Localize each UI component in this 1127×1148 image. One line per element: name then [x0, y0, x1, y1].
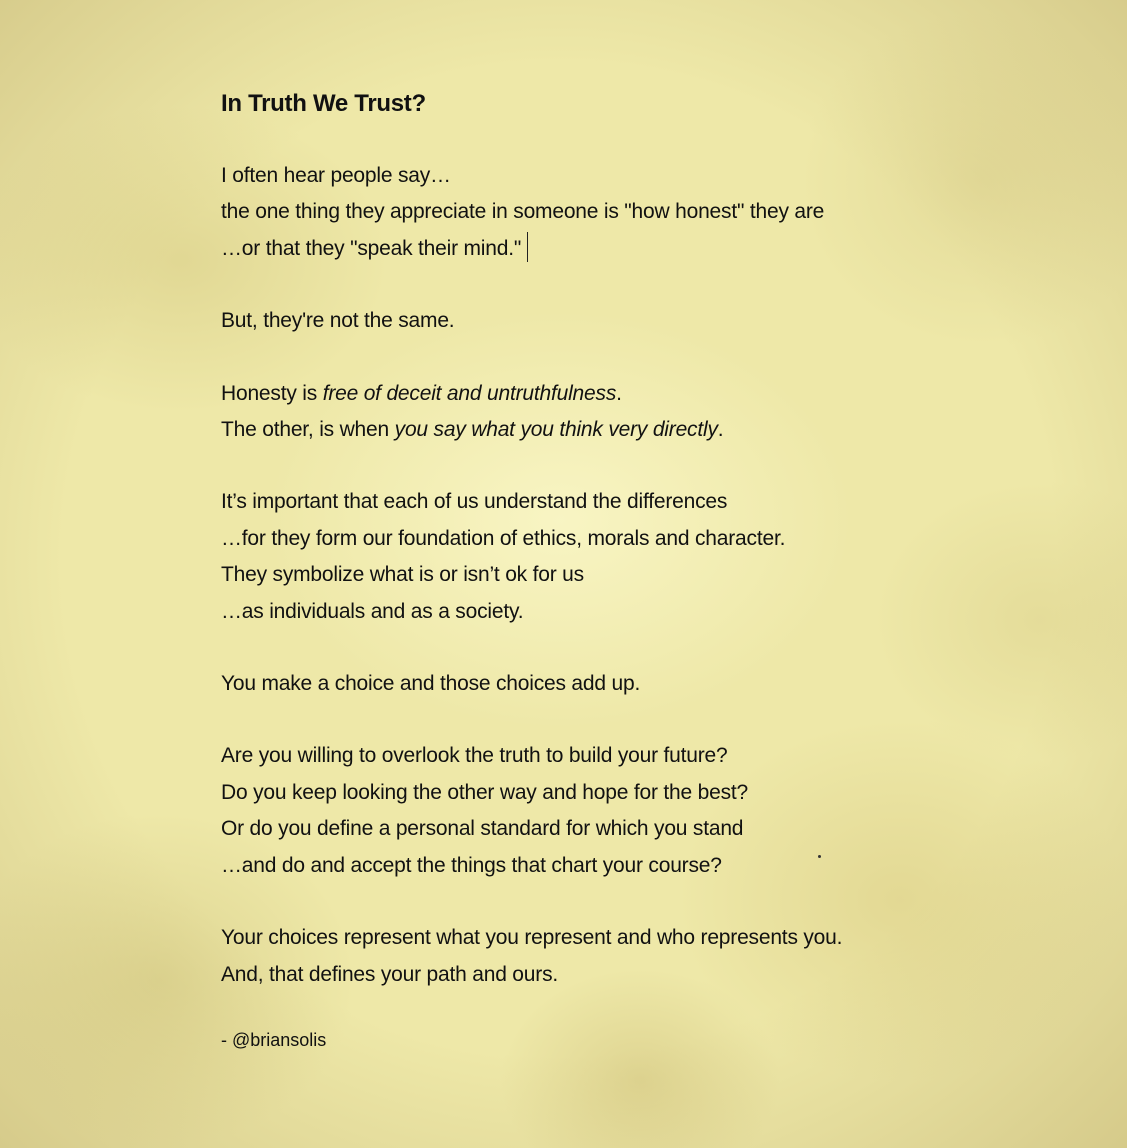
poem-content: [221, 86, 1081, 1055]
poem-line: But, they're not the same.: [221, 309, 455, 333]
poem-line: It’s important that each of us understand the differences: [221, 490, 728, 514]
line-punctuation: .: [616, 381, 622, 405]
poem-title: In Truth We Trust?: [221, 90, 426, 117]
poem-line: And, that defines your path and ours.: [221, 962, 558, 986]
stanza-6: [221, 738, 1081, 884]
poem-line: Do you keep looking the other way and hope for the best?: [221, 780, 748, 804]
paper-speck: [818, 855, 821, 858]
poem-line: …for they form our foundation of ethics, morals and character.: [221, 526, 786, 550]
stanza-3: [221, 376, 1081, 449]
stanza-7: [221, 920, 1081, 993]
line-text: The other, is when: [221, 418, 395, 442]
poem-line: [221, 376, 1081, 412]
poem-line: Or do you define a personal standard for which you stand: [221, 817, 744, 841]
line-punctuation: .: [717, 418, 724, 442]
poem-line: I often hear people say…: [221, 164, 451, 187]
poem-line: [221, 412, 1081, 448]
poem-line: …and do and accept the things that chart your course?: [221, 853, 722, 877]
text-cursor: [527, 232, 528, 262]
poem-line: You make a choice and those choices add up.: [221, 672, 641, 696]
stanza-2: [221, 303, 1081, 339]
poem-line: Are you willing to overlook the truth to build your future?: [221, 744, 728, 768]
italic-phrase: free of deceit and untruthfulness: [322, 381, 617, 405]
stanza-1: [221, 158, 1081, 267]
italic-phrase: you say what you think very directly: [394, 418, 718, 442]
poem-line: Your choices represent what you represent and who represents you.: [221, 926, 843, 950]
stanza-5: [221, 666, 1081, 702]
poem-line: the one thing they appreciate in someone is "how honest" they are: [221, 200, 825, 224]
poem-line: They symbolize what is or isn’t ok for us: [221, 563, 584, 587]
author-signature: - @briansolis: [221, 1029, 327, 1050]
line-text: Honesty is: [221, 381, 323, 405]
poem-line: [221, 231, 1081, 267]
poem-line-text: …or that they "speak their mind.": [221, 236, 522, 260]
poem-line: …as individuals and as a society.: [221, 599, 524, 623]
stanza-4: [221, 484, 1081, 630]
